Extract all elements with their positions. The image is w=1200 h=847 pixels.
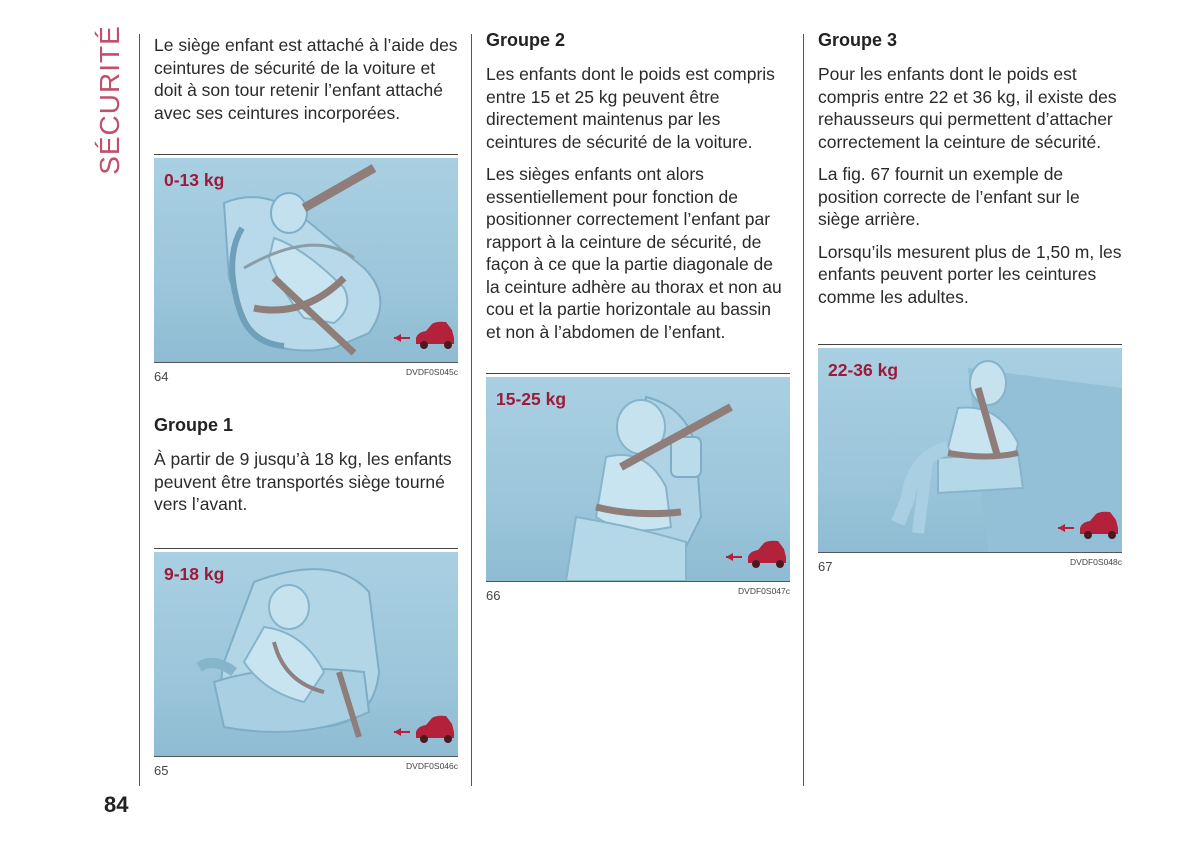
figure-top-rule bbox=[818, 344, 1122, 345]
figure-66-illustration bbox=[486, 377, 790, 581]
figure-code: DVDF0S047c bbox=[738, 586, 790, 596]
figure-top-rule bbox=[486, 373, 790, 374]
groupe-3-paragraph-2: La fig. 67 fournit un exemple de position correcte de l’enfant sur le siège arrière. bbox=[818, 164, 1080, 229]
groupe-2-paragraph-1: Les enfants dont le poids est compris entre 15 et 25 kg peuvent être directement maintenus par les ceintures de sécurité de la voiture. bbox=[486, 64, 775, 152]
section-title-text: SÉCURITÉ bbox=[94, 25, 125, 175]
figure-top-rule bbox=[154, 154, 458, 155]
figure-code: DVDF0S046c bbox=[406, 760, 458, 771]
figure-number: 66 bbox=[486, 588, 501, 603]
figure-code: DVDF0S045c bbox=[406, 367, 458, 377]
figure-caption bbox=[154, 363, 458, 385]
column-divider-1 bbox=[471, 34, 472, 786]
figure-label: 0-13 kg bbox=[164, 170, 225, 190]
figure-65 bbox=[154, 548, 458, 779]
figure-top-rule bbox=[154, 548, 458, 549]
groupe-3-paragraph-3: Lorsqu’ils mesurent plus de 1,50 m, les enfants peuvent porter les ceintures comme les adultes. bbox=[818, 241, 1122, 307]
figure-number: 65 bbox=[154, 762, 169, 778]
car-direction-icon bbox=[394, 715, 454, 742]
figure-66 bbox=[486, 373, 790, 604]
car-direction-icon bbox=[394, 322, 454, 349]
figure-code: DVDF0S048c bbox=[1070, 557, 1122, 567]
groupe-2-paragraph-2: Les sièges enfants ont alors essentiellement pour fonction de positionner correctement l’enfant par rapport à la ceinture de sécurité, de façon à ce que la partie diagonale de la ceinture adhère au thorax et non au cou et la partie horizontale au bassin et non à l’abdomen de l’enfant. bbox=[486, 164, 782, 342]
groupe-3-heading: Groupe 3 bbox=[818, 30, 898, 50]
intro-paragraph: Le siège enfant est attaché à l’aide des ceintures de sécurité de la voiture et doit à son tour retenir l’enfant attaché avec ses ceintures incorporées. bbox=[154, 35, 458, 123]
groupe-2-heading: Groupe 2 bbox=[486, 30, 566, 50]
figure-67 bbox=[818, 344, 1122, 575]
section-title bbox=[84, 25, 136, 175]
column-3 bbox=[818, 30, 1122, 575]
figure-number: 67 bbox=[818, 559, 833, 574]
groupe-1-text: À partir de 9 jusqu’à 18 kg, les enfants peuvent être transportés siège tourné vers l’avant. bbox=[154, 449, 452, 514]
page-number: 84 bbox=[104, 792, 129, 817]
column-1 bbox=[154, 30, 458, 779]
figure-64 bbox=[154, 154, 458, 385]
figure-67-illustration bbox=[818, 348, 1122, 552]
figure-number: 64 bbox=[154, 369, 169, 384]
figure-caption bbox=[818, 553, 1122, 575]
figure-caption bbox=[486, 582, 790, 604]
groupe-3-paragraph-1: Pour les enfants dont le poids est compris entre 22 et 36 kg, il existe des rehausseurs qui permettent d’attacher correctement la ceinture de sécurité. bbox=[818, 64, 1117, 152]
figure-label: 9-18 kg bbox=[164, 563, 225, 584]
figure-caption bbox=[154, 757, 458, 779]
groupe-1-heading: Groupe 1 bbox=[154, 415, 234, 435]
figure-label: 15-25 kg bbox=[496, 389, 567, 409]
column-2 bbox=[486, 30, 790, 604]
car-direction-icon bbox=[726, 541, 786, 568]
figure-label: 22-36 kg bbox=[828, 360, 899, 380]
column-divider-2 bbox=[803, 34, 804, 786]
figure-65-illustration bbox=[154, 552, 458, 756]
title-rule bbox=[139, 34, 140, 786]
figure-64-illustration bbox=[154, 158, 458, 362]
